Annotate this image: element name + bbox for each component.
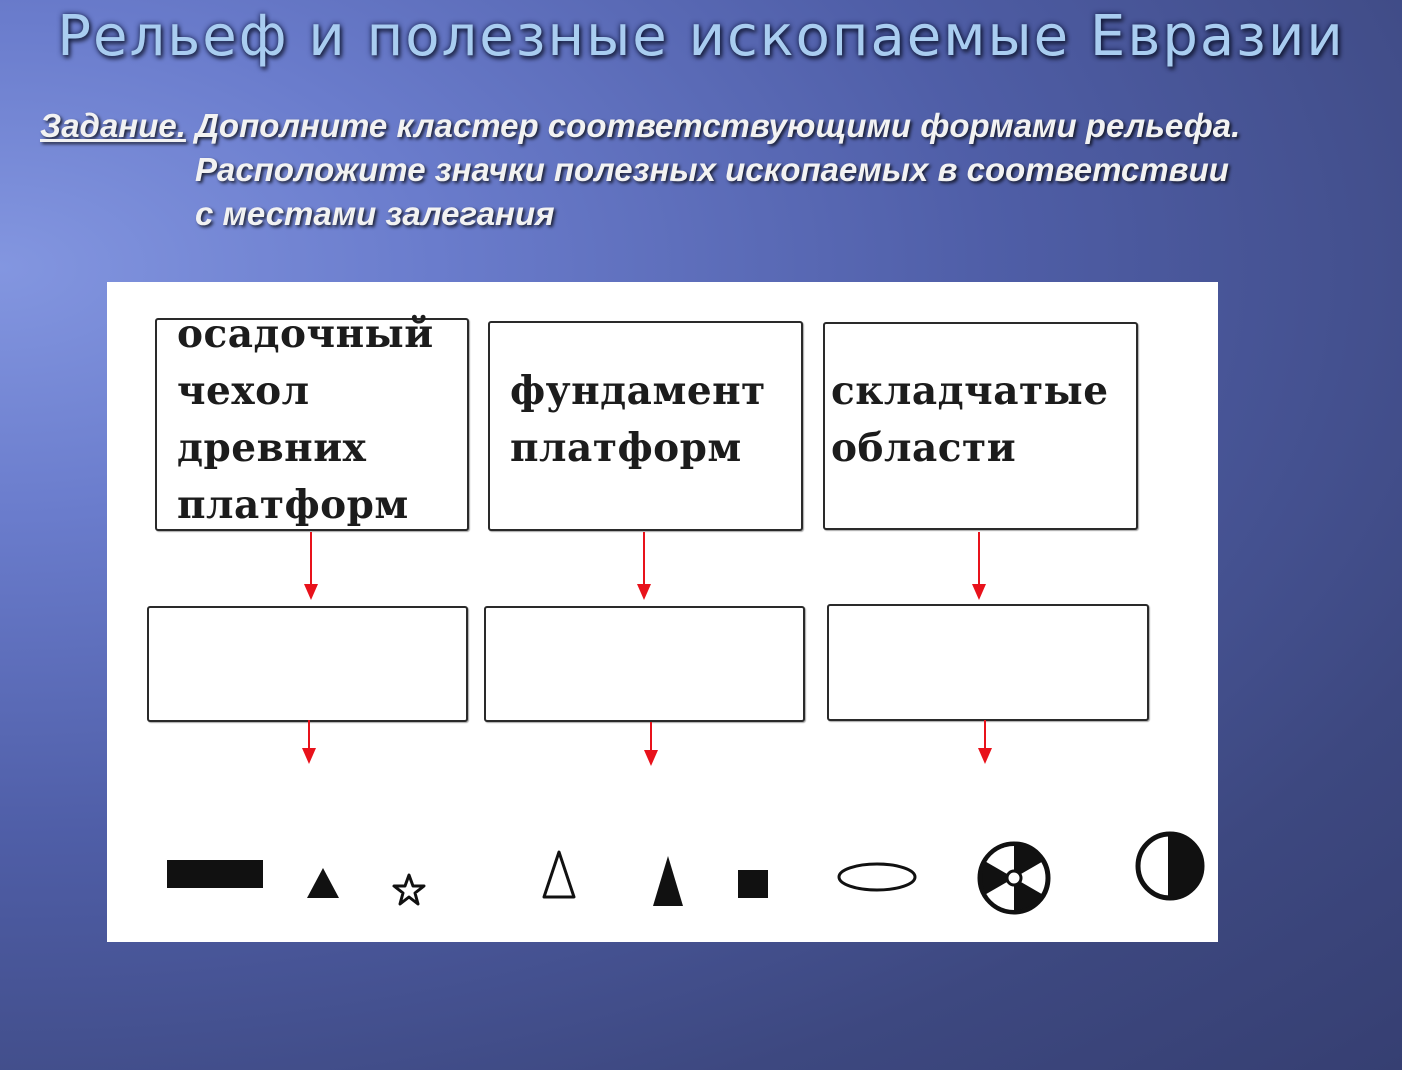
outline-triangle-icon[interactable] — [541, 848, 577, 900]
task-text — [40, 104, 1395, 236]
outline-star-icon[interactable] — [392, 873, 426, 907]
arrow-down-2 — [636, 532, 652, 602]
task-line-2: Расположите значки полезных ископаемых в соответствии — [195, 151, 1229, 188]
black-small-triangle-icon[interactable] — [305, 866, 341, 900]
box-folded-areas-label: складчатые области — [831, 368, 1109, 471]
relief-answer-box-3[interactable] — [827, 604, 1149, 721]
radiation-circle-icon[interactable] — [976, 841, 1052, 915]
arrow-down-6 — [977, 720, 993, 766]
arrow-down-4 — [301, 720, 317, 766]
relief-answer-box-2[interactable] — [484, 606, 805, 722]
outline-ellipse-icon[interactable] — [836, 860, 918, 894]
box-platform-basement-label: фундамент платформ — [510, 368, 766, 471]
task-line-1: Дополните кластер соответствующими формами рельефа. — [185, 107, 1241, 144]
black-tall-triangle-icon[interactable] — [650, 854, 686, 908]
task-label: Задание. — [40, 107, 186, 144]
task-line-3: с местами залегания — [195, 195, 555, 232]
black-rectangle-icon[interactable] — [166, 858, 264, 890]
arrow-down-1 — [303, 532, 319, 602]
relief-answer-box-1[interactable] — [147, 606, 468, 722]
black-square-icon[interactable] — [736, 868, 770, 900]
arrow-down-5 — [643, 722, 659, 768]
cluster-diagram — [107, 282, 1218, 942]
slide-title: Рельеф и полезные ископаемые Евразии — [57, 4, 1345, 69]
half-filled-circle-icon[interactable] — [1134, 830, 1206, 902]
arrow-down-3 — [971, 532, 987, 602]
box-sedimentary-cover-label: осадочный чехол древних платформ — [177, 311, 434, 528]
